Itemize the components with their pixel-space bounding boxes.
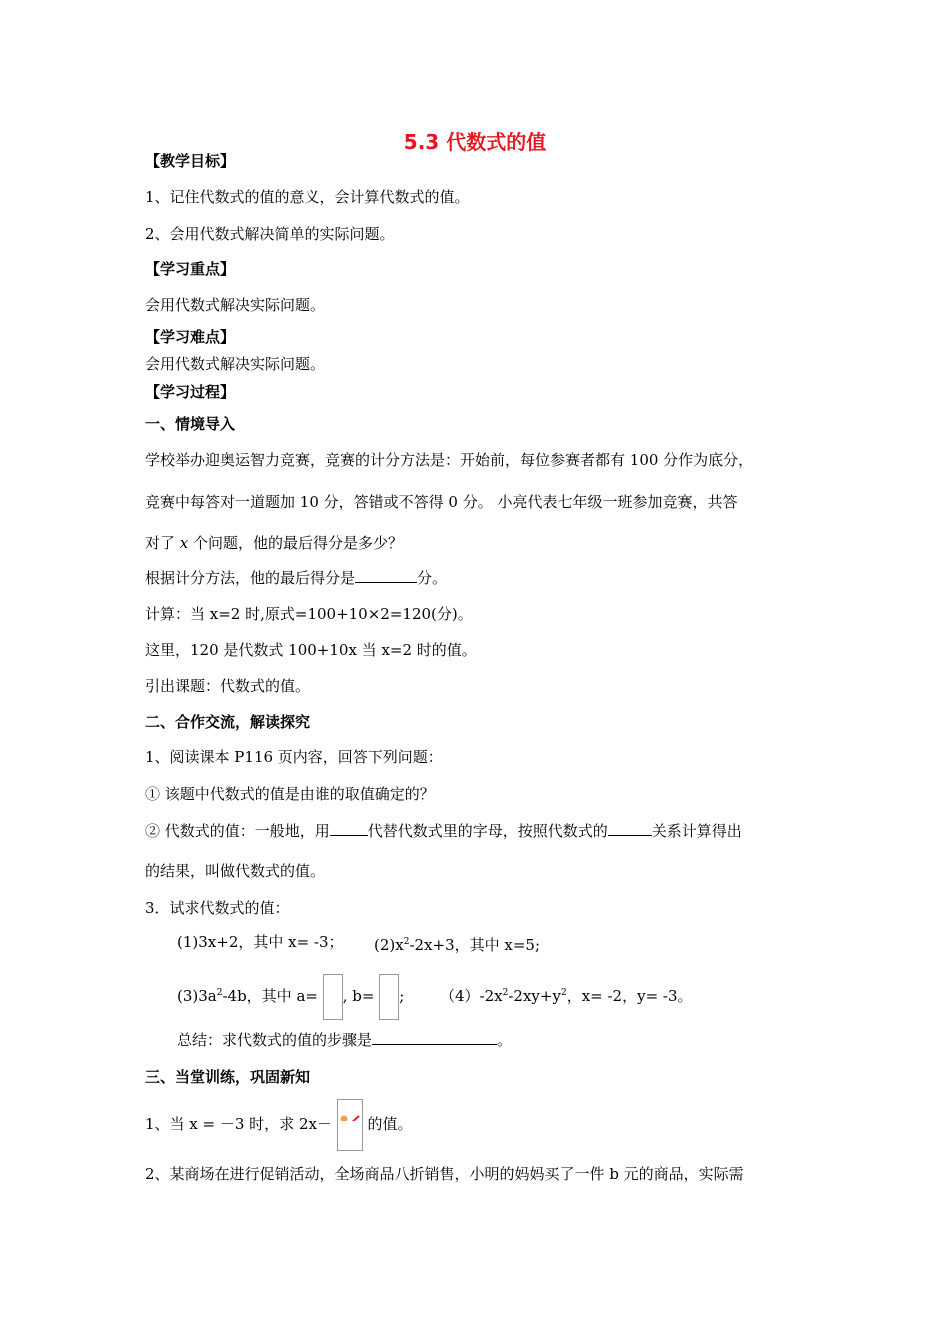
text-fragment: ，x= -2，y= -3。 <box>566 987 693 1005</box>
text-fragment: 总结：求代数式的值的步骤是 <box>177 1031 373 1049</box>
section-1-paragraph-5: 计算：当 x=2 时,原式=100+10×2=120(分)。 <box>145 605 473 623</box>
focus-heading: 【学习重点】 <box>145 260 236 278</box>
text-fragment: 对了 <box>145 534 176 552</box>
section-1-paragraph-2: 竞赛中每答对一道题加 10 分，答错或不答得 0 分。 小亮代表七年级一班参加竞赛，共答 <box>145 493 738 511</box>
section-3-heading: 三、当堂训练，巩固新知 <box>145 1068 311 1086</box>
text-fragment: 关系计算得出 <box>651 822 742 840</box>
goal-2: 2、会用代数式解决简单的实际问题。 <box>145 225 395 243</box>
process-heading: 【学习过程】 <box>145 383 236 401</box>
difficulty-text: 会用代数式解决实际问题。 <box>145 355 326 373</box>
section-1-paragraph-7: 引出课题：代数式的值。 <box>145 677 311 695</box>
section-1-paragraph-6: 这里，120 是代数式 100+10x 当 x=2 时的值。 <box>145 641 477 659</box>
section-3-paragraph-2: 2、某商场在进行促销活动，全场商品八折销售，小明的妈妈买了一件 b 元的商品，实际需 <box>145 1165 744 1183</box>
goal-1: 1、记住代数式的值的意义，会计算代数式的值。 <box>145 188 470 206</box>
exponent: 2 <box>403 937 410 947</box>
text-fragment: -2xy+y <box>508 987 561 1005</box>
section-2-paragraph-2: ① 该题中代数式的值是由谁的取值确定的？ <box>145 785 435 803</box>
exponent: 2 <box>502 988 509 998</box>
section-1-paragraph-1: 学校举办迎奥运智力竞赛，竞赛的计分方法是：开始前，每位参赛者都有 100 分作为底分， <box>145 451 754 469</box>
text-fragment: 的值。 <box>367 1115 413 1133</box>
goals-heading: 【教学目标】 <box>145 152 236 170</box>
section-2-paragraph-1: 1、阅读课本 P116 页内容，回答下列问题： <box>145 748 443 766</box>
fraction-image-placeholder <box>337 1099 363 1151</box>
broken-image-icon <box>339 1101 361 1121</box>
text-fragment: ② 代数式的值：一般地，用 <box>145 822 330 840</box>
broken-image-icon <box>325 976 341 993</box>
answer-blank[interactable] <box>608 821 652 836</box>
answer-blank[interactable] <box>355 568 417 583</box>
exercise-1: (1)3x+2，其中 x= -3； <box>177 933 344 951</box>
section-1-paragraph-4 <box>145 568 447 588</box>
text-fragment: (2)x <box>374 936 404 954</box>
difficulty-heading: 【学习难点】 <box>145 328 236 346</box>
text-fragment: 。 <box>497 1031 513 1049</box>
text-fragment: -4b，其中 a= <box>222 987 318 1005</box>
page-title: 5.3 代数式的值 <box>403 130 547 154</box>
text-fragment: 个问题，他的最后得分是多少？ <box>193 534 404 552</box>
text-fragment: 根据计分方法，他的最后得分是 <box>145 569 356 587</box>
text-fragment: (3)3a <box>177 987 217 1005</box>
fraction-image-placeholder <box>379 974 399 1020</box>
answer-blank[interactable] <box>330 821 368 836</box>
focus-text: 会用代数式解决实际问题。 <box>145 296 326 314</box>
section-2-paragraph-5: 3．试求代数式的值： <box>145 899 290 917</box>
section-2-paragraph-3 <box>145 821 742 841</box>
text-fragment: -2x+3，其中 x=5; <box>409 936 541 954</box>
variable-x: x <box>179 534 189 552</box>
section-1-paragraph-3 <box>145 533 403 553</box>
exercise-3 <box>177 960 404 1026</box>
section-2-heading: 二、合作交流，解读探究 <box>145 713 311 731</box>
summary-line <box>177 1030 512 1050</box>
text-fragment: 1、当 x = －3 时，求 2x－ <box>145 1115 332 1133</box>
text-fragment: , b= <box>342 987 375 1005</box>
text-fragment: ; <box>399 987 405 1005</box>
answer-blank[interactable] <box>372 1030 497 1045</box>
exercise-2 <box>374 932 540 955</box>
text-fragment: （4）-2x <box>440 987 503 1005</box>
exercise-4 <box>440 983 693 1006</box>
exponent: 2 <box>216 988 223 998</box>
section-1-heading: 一、情境导入 <box>145 415 236 433</box>
section-2-paragraph-4: 的结果，叫做代数式的值。 <box>145 862 326 880</box>
fraction-image-placeholder <box>323 974 343 1020</box>
exponent: 2 <box>560 988 567 998</box>
text-fragment: 代替代数式里的字母，按照代数式的 <box>367 822 608 840</box>
section-3-paragraph-1 <box>145 1096 413 1152</box>
text-fragment: 分。 <box>417 569 448 587</box>
broken-image-icon <box>381 976 397 993</box>
